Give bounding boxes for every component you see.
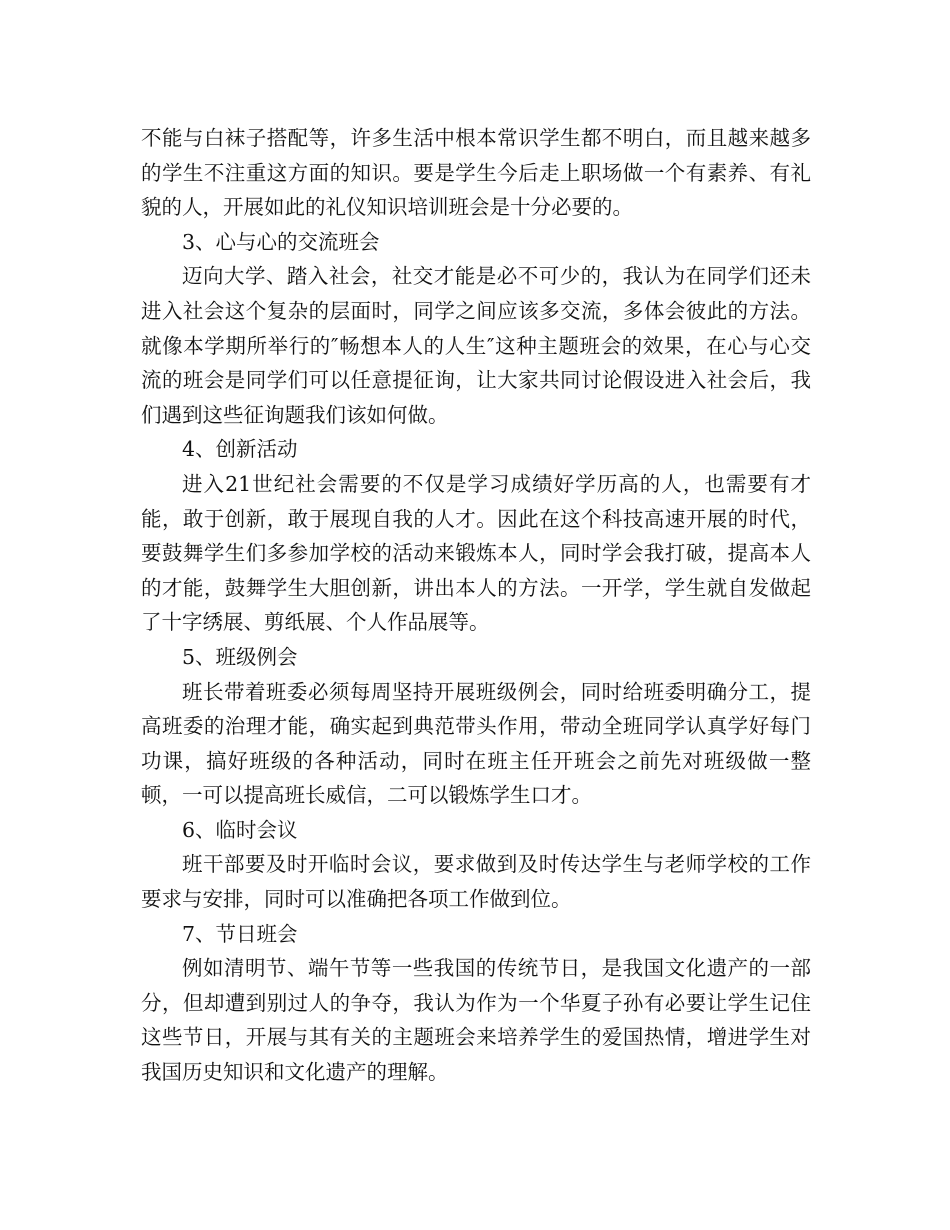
paragraph-class-regular-meeting: 班长带着班委必须每周坚持开展班级例会，同时给班委明确分工，提高班委的治理才能，确实起到典范带头作用，带动全班同学认真学好每门功课，搞好班级的各种活动，同时在班主任开班会之前先对班级做一整顿，一可以提高班长威信，二可以锻炼学生口才。 xyxy=(141,679,811,808)
paragraph-temporary-meeting: 班干部要及时开临时会议，要求做到及时传达学生与老师学校的工作要求与安排，同时可以准确把各项工作做到位。 xyxy=(141,852,811,912)
section-heading-7: 7、节日班会 xyxy=(182,921,298,946)
paragraph-exchange-meeting: 迈向大学、踏入社会，社交才能是必不可少的，我认为在同学们还未进入社会这个复杂的层面时，同学之间应该多交流，多体会彼此的方法。就像本学期所举行的″畅想本人的人生″这种主题班会的效果，在心与心交流的班会是同学们可以任意提征询，让大家共同讨论假设进入社会后，我们遇到这些征询题我们该如何做。 xyxy=(141,264,811,427)
section-heading-3: 3、心与心的交流班会 xyxy=(182,229,380,254)
document-body xyxy=(141,121,811,1090)
paragraph-continued: 不能与白袜子搭配等，许多生活中根本常识学生都不明白，而且越来越多的学生不注重这方面的知识。要是学生今后走上职场做一个有素养、有礼貌的人，开展如此的礼仪知识培训班会是十分必要的。 xyxy=(141,126,811,220)
section-heading-5: 5、班级例会 xyxy=(182,644,298,669)
paragraph-innovation: 进入21世纪社会需要的不仅是学习成绩好学历高的人，也需要有才能，敢于创新，敢于展现自我的人才。因此在这个科技高速开展的时代，要鼓舞学生们多参加学校的活动来锻炼本人，同时学会我打破，提高本人的才能，鼓舞学生大胆创新，讲出本人的方法。一开学，学生就自发做起了十字绣展、剪纸展、个人作品展等。 xyxy=(141,471,811,635)
section-heading-6: 6、临时会议 xyxy=(182,817,298,842)
section-heading-4: 4、创新活动 xyxy=(182,437,298,462)
paragraph-holiday-meeting: 例如清明节、端午节等一些我国的传统节日，是我国文化遗产的一部分，但却遭到别过人的争夺，我认为作为一个华夏子孙有必要让学生记住这些节日，开展与其有关的主题班会来培养学生的爱国热情，增进学生对我国历史知识和文化遗产的理解。 xyxy=(141,956,811,1085)
